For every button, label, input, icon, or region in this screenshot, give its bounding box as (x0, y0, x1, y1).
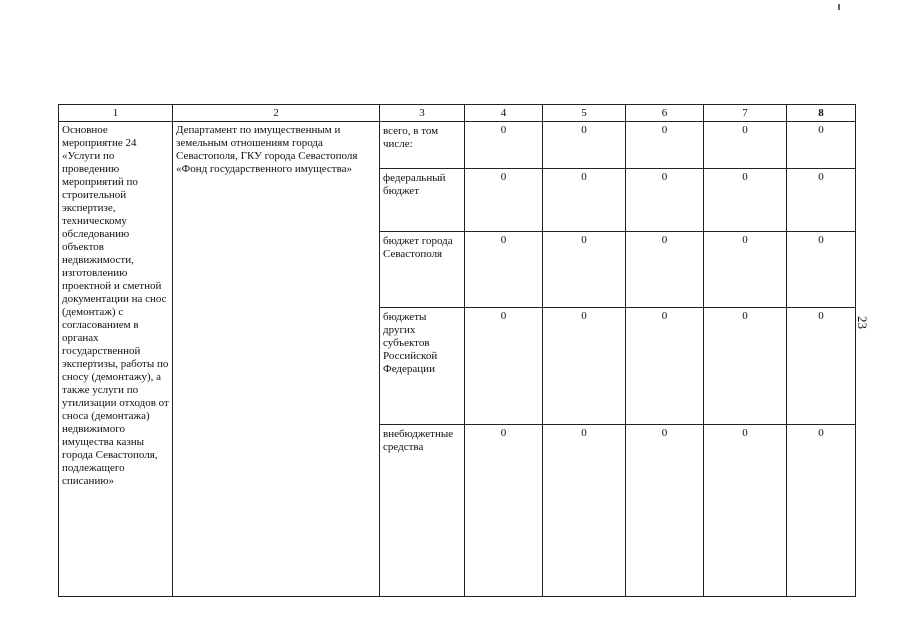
value-cell: 0 (465, 122, 543, 169)
value-cell: 0 (626, 122, 704, 169)
value-cell: 0 (626, 425, 704, 597)
value-cell: 0 (465, 232, 543, 308)
value-cell: 0 (543, 308, 626, 425)
value-cell: 0 (626, 169, 704, 232)
scan-speck (838, 4, 840, 10)
value-cell: 0 (787, 122, 856, 169)
value-cell: 0 (465, 308, 543, 425)
value-cell: 0 (465, 169, 543, 232)
header-cell-4: 4 (465, 105, 543, 122)
value-cell: 0 (704, 425, 787, 597)
funding-source-label: всего, в том числе: (380, 122, 465, 169)
funding-source-label: внебюджетные средства (380, 425, 465, 597)
value-cell: 0 (787, 169, 856, 232)
value-cell: 0 (543, 425, 626, 597)
value-cell: 0 (787, 425, 856, 597)
value-cell: 0 (787, 308, 856, 425)
header-cell-5: 5 (543, 105, 626, 122)
value-cell: 0 (465, 425, 543, 597)
header-cell-2: 2 (173, 105, 380, 122)
header-row (59, 105, 856, 122)
header-cell-8: 8 (787, 105, 856, 122)
funding-source-label: бюджеты других субъектов Российской Федерации (380, 308, 465, 425)
value-cell: 0 (543, 122, 626, 169)
value-cell: 0 (543, 232, 626, 308)
header-cell-3: 3 (380, 105, 465, 122)
page-number: 23 (855, 316, 870, 329)
table-row (59, 122, 856, 169)
budget-table (58, 104, 856, 597)
activity-cell: Основное мероприятие 24 «Услуги по проведению мероприятий по строительной экспертизе, техническому обследованию объектов недвижимости, изготовлению проектной и сметной документации на снос (демонтаж) с согласованием в органах государственной экспертизы, работы по сносу (демонтажу), а также услуги по утилизации отходов от сноса (демонтажа) недвижимого имущества казны города Севастополя, подлежащего списанию» (59, 122, 173, 597)
value-cell: 0 (704, 308, 787, 425)
value-cell: 0 (704, 169, 787, 232)
header-cell-1: 1 (59, 105, 173, 122)
header-cell-7: 7 (704, 105, 787, 122)
executor-cell: Департамент по имущественным и земельным отношениям города Севастополя, ГКУ города Севастополя «Фонд государственного имущества» (173, 122, 380, 597)
value-cell: 0 (543, 169, 626, 232)
funding-source-label: бюджет города Севастополя (380, 232, 465, 308)
value-cell: 0 (704, 122, 787, 169)
value-cell: 0 (787, 232, 856, 308)
value-cell: 0 (626, 232, 704, 308)
funding-source-label: федеральный бюджет (380, 169, 465, 232)
value-cell: 0 (704, 232, 787, 308)
value-cell: 0 (626, 308, 704, 425)
header-cell-6: 6 (626, 105, 704, 122)
